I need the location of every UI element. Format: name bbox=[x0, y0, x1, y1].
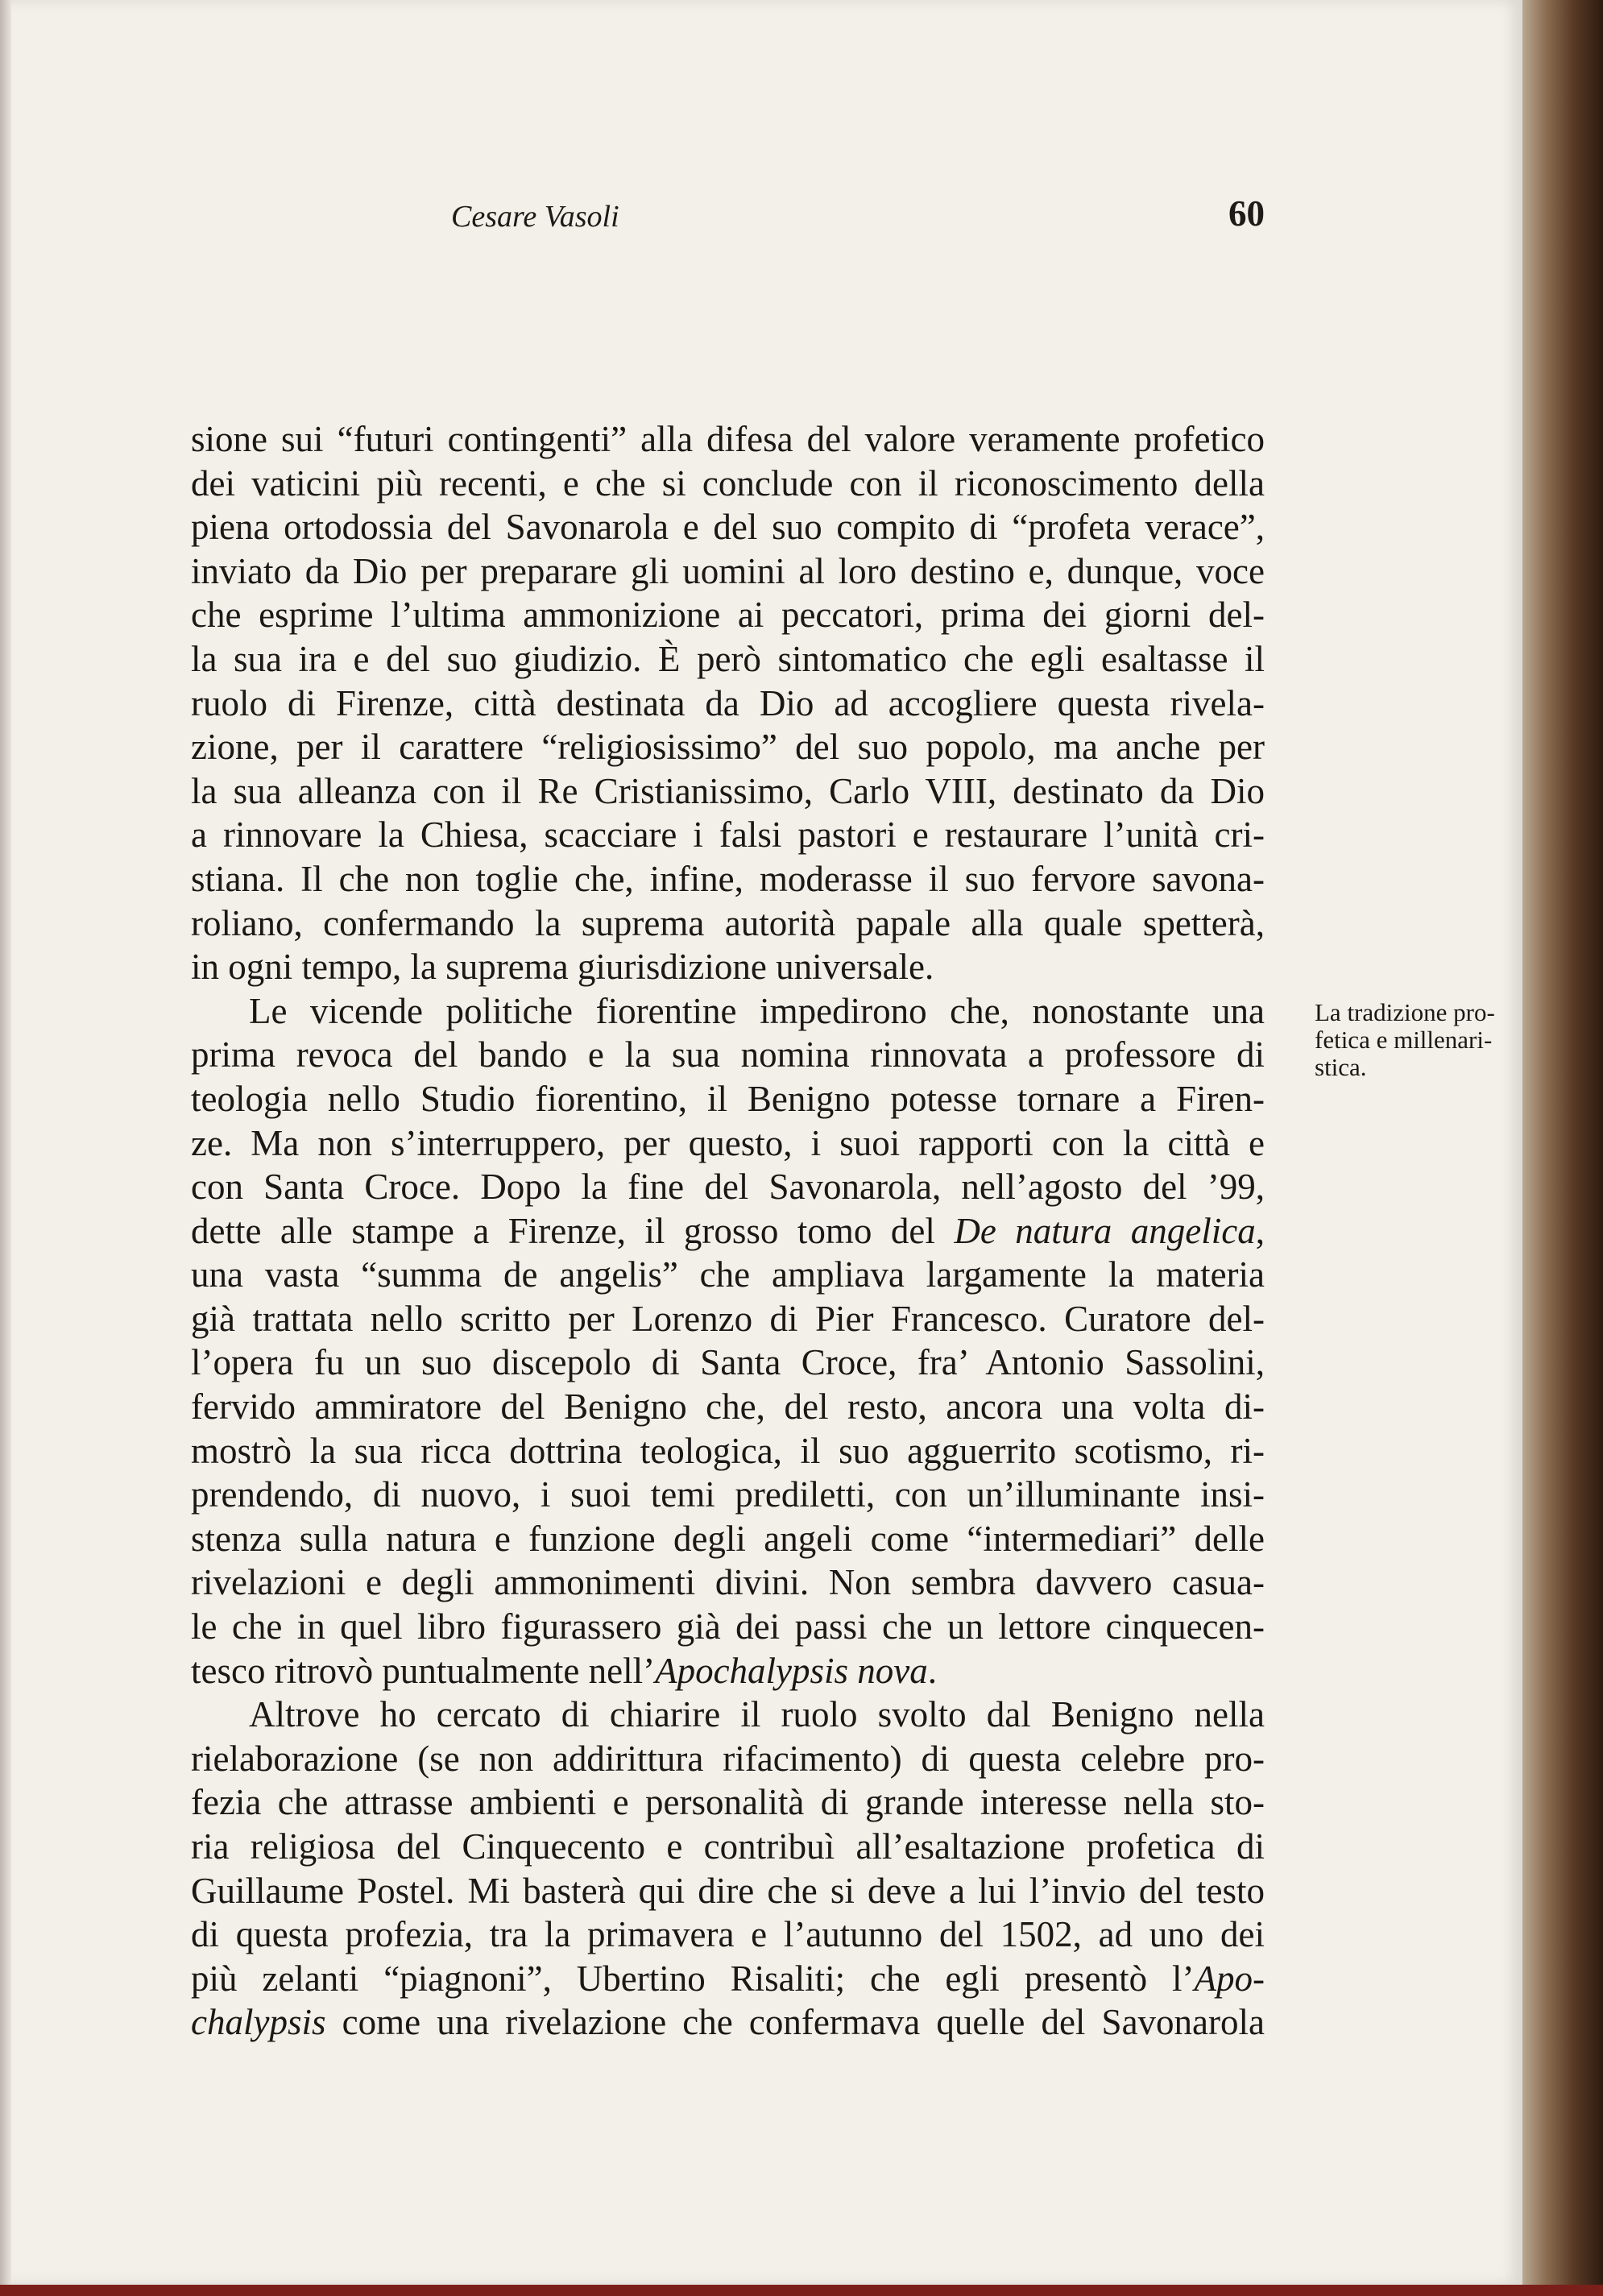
text-line: rielaborazione (se non addirittura rifacimento) di questa celebre pro- bbox=[191, 1738, 1265, 1779]
text-line: le che in quel libro figurassero già dei passi che un lettore cinquecen- bbox=[191, 1606, 1265, 1647]
text-line: una vasta “summa de angelis” che ampliava largamente la materia bbox=[191, 1254, 1265, 1295]
book-cover-edge bbox=[0, 2285, 1603, 2296]
text-line: rivelazioni e degli ammonimenti divini. Non sembra davvero casua- bbox=[191, 1562, 1265, 1603]
text-line: inviato da Dio per preparare gli uomini al loro destino e, dunque, voce bbox=[191, 550, 1265, 591]
book-page-edges bbox=[1522, 0, 1603, 2285]
text-line: dei vaticini più recenti, e che si conclude con il riconoscimento della bbox=[191, 462, 1265, 504]
italic-title: De natura angelica bbox=[954, 1210, 1256, 1251]
text-line: ruolo di Firenze, città destinata da Dio ad accogliere questa rivela- bbox=[191, 682, 1265, 723]
text-line: mostrò la sua ricca dottrina teologica, il suo agguerrito scotismo, ri- bbox=[191, 1430, 1265, 1471]
italic-title: chalypsis bbox=[191, 2002, 326, 2043]
text-line: dette alle stampe a Firenze, il grosso tomo del De natura angelica, bbox=[191, 1210, 1265, 1251]
binding-shadow bbox=[0, 0, 11, 2285]
text-line: l’opera fu un suo discepolo di Santa Croce, fra’ Antonio Sassolini, bbox=[191, 1342, 1265, 1383]
margin-note bbox=[1315, 999, 1524, 1081]
text-line: stiana. Il che non toglie che, infine, moderasse il suo fervore savona- bbox=[191, 858, 1265, 899]
text-line: fezia che attrasse ambienti e personalità di grande interesse nella sto- bbox=[191, 1782, 1265, 1823]
text-line: di questa profezia, tra la primavera e l’autunno del 1502, ad uno dei bbox=[191, 1914, 1265, 1955]
margin-note-line: fetica e millenari- bbox=[1315, 1026, 1493, 1054]
text-line: più zelanti “piagnoni”, Ubertino Risaliti; che egli presentò l’Apo- bbox=[191, 1958, 1265, 1999]
text-line: ria religiosa del Cinquecento e contribuì all’esaltazione profetica di bbox=[191, 1826, 1265, 1867]
text-line: con Santa Croce. Dopo la fine del Savonarola, nell’agosto del ’99, bbox=[191, 1167, 1265, 1208]
text-line: già trattata nello scritto per Lorenzo di Pier Francesco. Curatore del- bbox=[191, 1298, 1265, 1339]
margin-note-line: stica. bbox=[1315, 1053, 1367, 1081]
text-line: in ogni tempo, la suprema giurisdizione universale. bbox=[191, 947, 934, 988]
text-line: prendendo, di nuovo, i suoi temi prediletti, con un’illuminante insi- bbox=[191, 1474, 1265, 1515]
text-line: fervido ammiratore del Benigno che, del resto, ancora una volta di- bbox=[191, 1386, 1265, 1428]
text-line: ze. Ma non s’interruppero, per questo, i suoi rapporti con la città e bbox=[191, 1122, 1265, 1163]
text-line: a rinnovare la Chiesa, scacciare i falsi pastori e restaurare l’unità cri- bbox=[191, 814, 1265, 856]
italic-title: Apochalypsis nova bbox=[655, 1650, 928, 1691]
text-line: prima revoca del bando e la sua nomina rinnovata a professore di bbox=[191, 1034, 1265, 1075]
text-line: stenza sulla natura e funzione degli angeli come “intermediari” delle bbox=[191, 1518, 1265, 1559]
text-line: Guillaume Postel. Mi basterà qui dire che si deve a lui l’invio del testo bbox=[191, 1870, 1265, 1911]
text-line: piena ortodossia del Savonarola e del suo compito di “profeta verace”, bbox=[191, 507, 1265, 548]
text-line: Le vicende politiche fiorentine impedirono che, nonostante una bbox=[249, 990, 1265, 1031]
text-line: chalypsis come una rivelazione che confermava quelle del Savonarola bbox=[191, 2002, 1265, 2043]
text-line: la sua ira e del suo giudizio. È però sintomatico che egli esaltasse il bbox=[191, 638, 1265, 679]
text-line: che esprime l’ultima ammonizione ai peccatori, prima dei giorni del- bbox=[191, 595, 1265, 636]
text-line: sione sui “futuri contingenti” alla difesa del valore veramente profetico bbox=[191, 419, 1265, 459]
text-line: teologia nello Studio fiorentino, il Benigno potesse tornare a Firen- bbox=[191, 1078, 1265, 1119]
text-line: Altrove ho cercato di chiarire il ruolo svolto dal Benigno nella bbox=[249, 1694, 1265, 1735]
margin-note-line: La tradizione pro- bbox=[1315, 998, 1495, 1026]
page-header bbox=[193, 193, 1265, 244]
running-head: Cesare Vasoli bbox=[451, 200, 619, 234]
text-line: tesco ritrovò puntualmente nell’Apochalypsis nova. bbox=[191, 1650, 938, 1691]
text-line: la sua alleanza con il Re Cristianissimo, Carlo VIII, destinato da Dio bbox=[191, 770, 1265, 811]
text-line: roliano, confermando la suprema autorità papale alla quale spetterà, bbox=[191, 902, 1265, 943]
italic-title: Apo- bbox=[1194, 1958, 1265, 1999]
body-text bbox=[191, 417, 1265, 2045]
text-line: zione, per il carattere “religiosissimo” del suo popolo, ma anche per bbox=[191, 727, 1265, 768]
page-number: 60 bbox=[1228, 193, 1265, 234]
